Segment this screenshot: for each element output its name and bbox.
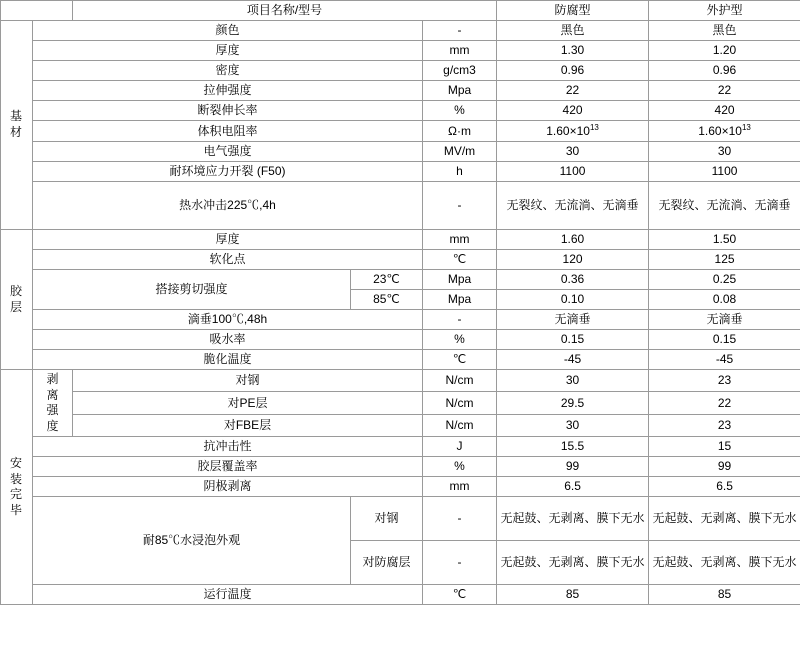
row-v2-coverage: 99 [649,457,800,477]
row-unit-peel-fbe: N/cm [423,414,497,436]
row-label-peel-steel: 对钢 [73,370,423,392]
table-row [1,81,800,101]
row-v1-density: 0.96 [497,61,649,81]
section-base: 基材 [1,21,33,230]
row-unit-escr: h [423,162,497,182]
row-v2-elongation: 420 [649,101,800,121]
row-unit-hotwater: - [423,182,497,230]
row-unit-density: g/cm3 [423,61,497,81]
table-row [1,162,800,182]
row-label-coverage: 胶层覆盖率 [33,457,423,477]
table-row [1,182,800,230]
table-row [1,121,800,142]
table-row [1,477,800,497]
row-v2-impact: 15 [649,437,800,457]
table-row [1,457,800,477]
row-v2-peel-steel: 23 [649,370,800,392]
row-label-waterabs: 吸水率 [33,330,423,350]
row-v1-soak-steel: 无起鼓、无剥离、膜下无水 [497,497,649,541]
row-unit-thickness-adhesive: mm [423,230,497,250]
row-unit-cathodic: mm [423,477,497,497]
row-v2-density: 0.96 [649,61,800,81]
row-unit-drip: - [423,310,497,330]
row-v1-lapshear-85: 0.10 [497,290,649,310]
resistivity-v2-exponent: 13 [741,123,751,132]
row-cond-lapshear-85: 85℃ [351,290,423,310]
row-cond-soak-steel: 对钢 [351,497,423,541]
row-label-escr: 耐环境应力开裂 (F50) [33,162,423,182]
row-v1-thickness-adhesive: 1.60 [497,230,649,250]
row-label-cathodic: 阴极剥离 [33,477,423,497]
row-label-hotwater: 热水冲击225℃,4h [33,182,423,230]
row-v2-peel-pe: 22 [649,392,800,414]
section-installed: 安装完毕 [1,370,33,605]
header-item-name: 项目名称/型号 [73,1,497,21]
row-v2-resistivity [649,121,800,142]
row-label-elongation: 断裂伸长率 [33,101,423,121]
row-v2-color: 黑色 [649,21,800,41]
row-v2-cathodic: 6.5 [649,477,800,497]
table-row [1,142,800,162]
row-v2-lapshear-23: 0.25 [649,270,800,290]
row-v1-hotwater: 无裂纹、无流淌、无滴垂 [497,182,649,230]
row-v2-dielectric: 30 [649,142,800,162]
row-unit-thickness-base: mm [423,41,497,61]
row-v1-peel-fbe: 30 [497,414,649,436]
row-label-impact: 抗冲击性 [33,437,423,457]
row-v2-optemp: 85 [649,585,800,605]
row-unit-coverage: % [423,457,497,477]
row-cond-soak-coating: 对防腐层 [351,541,423,585]
table-row [1,330,800,350]
row-v1-peel-pe: 29.5 [497,392,649,414]
row-v2-lapshear-85: 0.08 [649,290,800,310]
row-label-resistivity: 体积电阻率 [33,121,423,142]
row-v1-optemp: 85 [497,585,649,605]
row-v1-brittle: -45 [497,350,649,370]
row-label-optemp: 运行温度 [33,585,423,605]
row-unit-resistivity: Ω·m [423,121,497,142]
row-v2-waterabs: 0.15 [649,330,800,350]
row-unit-lapshear-85: Mpa [423,290,497,310]
row-unit-peel-pe: N/cm [423,392,497,414]
row-label-dielectric: 电气强度 [33,142,423,162]
table-row [1,41,800,61]
row-label-brittle: 脆化温度 [33,350,423,370]
row-v2-softening: 125 [649,250,800,270]
row-unit-dielectric: MV/m [423,142,497,162]
table-row [1,21,800,41]
row-v1-resistivity [497,121,649,142]
row-v1-dielectric: 30 [497,142,649,162]
row-label-thickness-adhesive: 厚度 [33,230,423,250]
row-unit-optemp: ℃ [423,585,497,605]
row-v1-peel-steel: 30 [497,370,649,392]
row-cond-lapshear-23: 23℃ [351,270,423,290]
section-adhesive: 胶层 [1,230,33,370]
table-row [1,101,800,121]
row-unit-brittle: ℃ [423,350,497,370]
row-unit-soak-coating: - [423,541,497,585]
row-unit-waterabs: % [423,330,497,350]
row-v1-color: 黑色 [497,21,649,41]
row-unit-peel-steel: N/cm [423,370,497,392]
row-unit-softening: ℃ [423,250,497,270]
row-v2-brittle: -45 [649,350,800,370]
resistivity-v2-mantissa: 1.60×10 [698,124,742,138]
row-v1-coverage: 99 [497,457,649,477]
row-v1-lapshear-23: 0.36 [497,270,649,290]
table-row [1,414,800,436]
row-v1-drip: 无滴垂 [497,310,649,330]
row-v1-cathodic: 6.5 [497,477,649,497]
row-label-softening: 软化点 [33,250,423,270]
table-header-row [1,1,800,21]
resistivity-v1-exponent: 13 [589,123,599,132]
table-row [1,370,800,392]
row-v1-softening: 120 [497,250,649,270]
row-label-density: 密度 [33,61,423,81]
row-label-drip: 滴垂100℃,48h [33,310,423,330]
table-row [1,392,800,414]
table-row [1,250,800,270]
section-peel-strength: 剥离强度 [33,370,73,437]
row-v2-hotwater: 无裂纹、无流淌、无滴垂 [649,182,800,230]
row-label-peel-fbe: 对FBE层 [73,414,423,436]
row-v2-drip: 无滴垂 [649,310,800,330]
table-row [1,61,800,81]
row-v2-peel-fbe: 23 [649,414,800,436]
row-v2-thickness-adhesive: 1.50 [649,230,800,250]
row-unit-lapshear-23: Mpa [423,270,497,290]
row-unit-elongation: % [423,101,497,121]
row-label-thickness-base: 厚度 [33,41,423,61]
row-label-peel-pe: 对PE层 [73,392,423,414]
table-row [1,350,800,370]
row-label-tensile: 拉伸强度 [33,81,423,101]
row-unit-tensile: Mpa [423,81,497,101]
resistivity-v1-mantissa: 1.60×10 [546,124,590,138]
row-v2-tensile: 22 [649,81,800,101]
table-row [1,310,800,330]
row-v1-thickness-base: 1.30 [497,41,649,61]
table-row [1,585,800,605]
row-v2-soak-coating: 无起鼓、无剥离、膜下无水 [649,541,800,585]
table-row [1,497,800,541]
row-label-color: 颜色 [33,21,423,41]
row-v1-tensile: 22 [497,81,649,101]
header-col-anticorrosion: 防腐型 [497,1,649,21]
row-unit-impact: J [423,437,497,457]
table-row [1,270,800,290]
row-v1-waterabs: 0.15 [497,330,649,350]
row-v1-soak-coating: 无起鼓、无剥离、膜下无水 [497,541,649,585]
row-unit-color: - [423,21,497,41]
row-v2-soak-steel: 无起鼓、无剥离、膜下无水 [649,497,800,541]
table-row [1,437,800,457]
row-label-soak: 耐85℃水浸泡外观 [33,497,351,585]
row-v1-escr: 1100 [497,162,649,182]
header-blank-cell [1,1,73,21]
row-unit-soak-steel: - [423,497,497,541]
row-v2-escr: 1100 [649,162,800,182]
row-v1-elongation: 420 [497,101,649,121]
row-v2-thickness-base: 1.20 [649,41,800,61]
header-col-outer: 外护型 [649,1,800,21]
row-label-lapshear: 搭接剪切强度 [33,270,351,310]
table-row [1,230,800,250]
row-v1-impact: 15.5 [497,437,649,457]
